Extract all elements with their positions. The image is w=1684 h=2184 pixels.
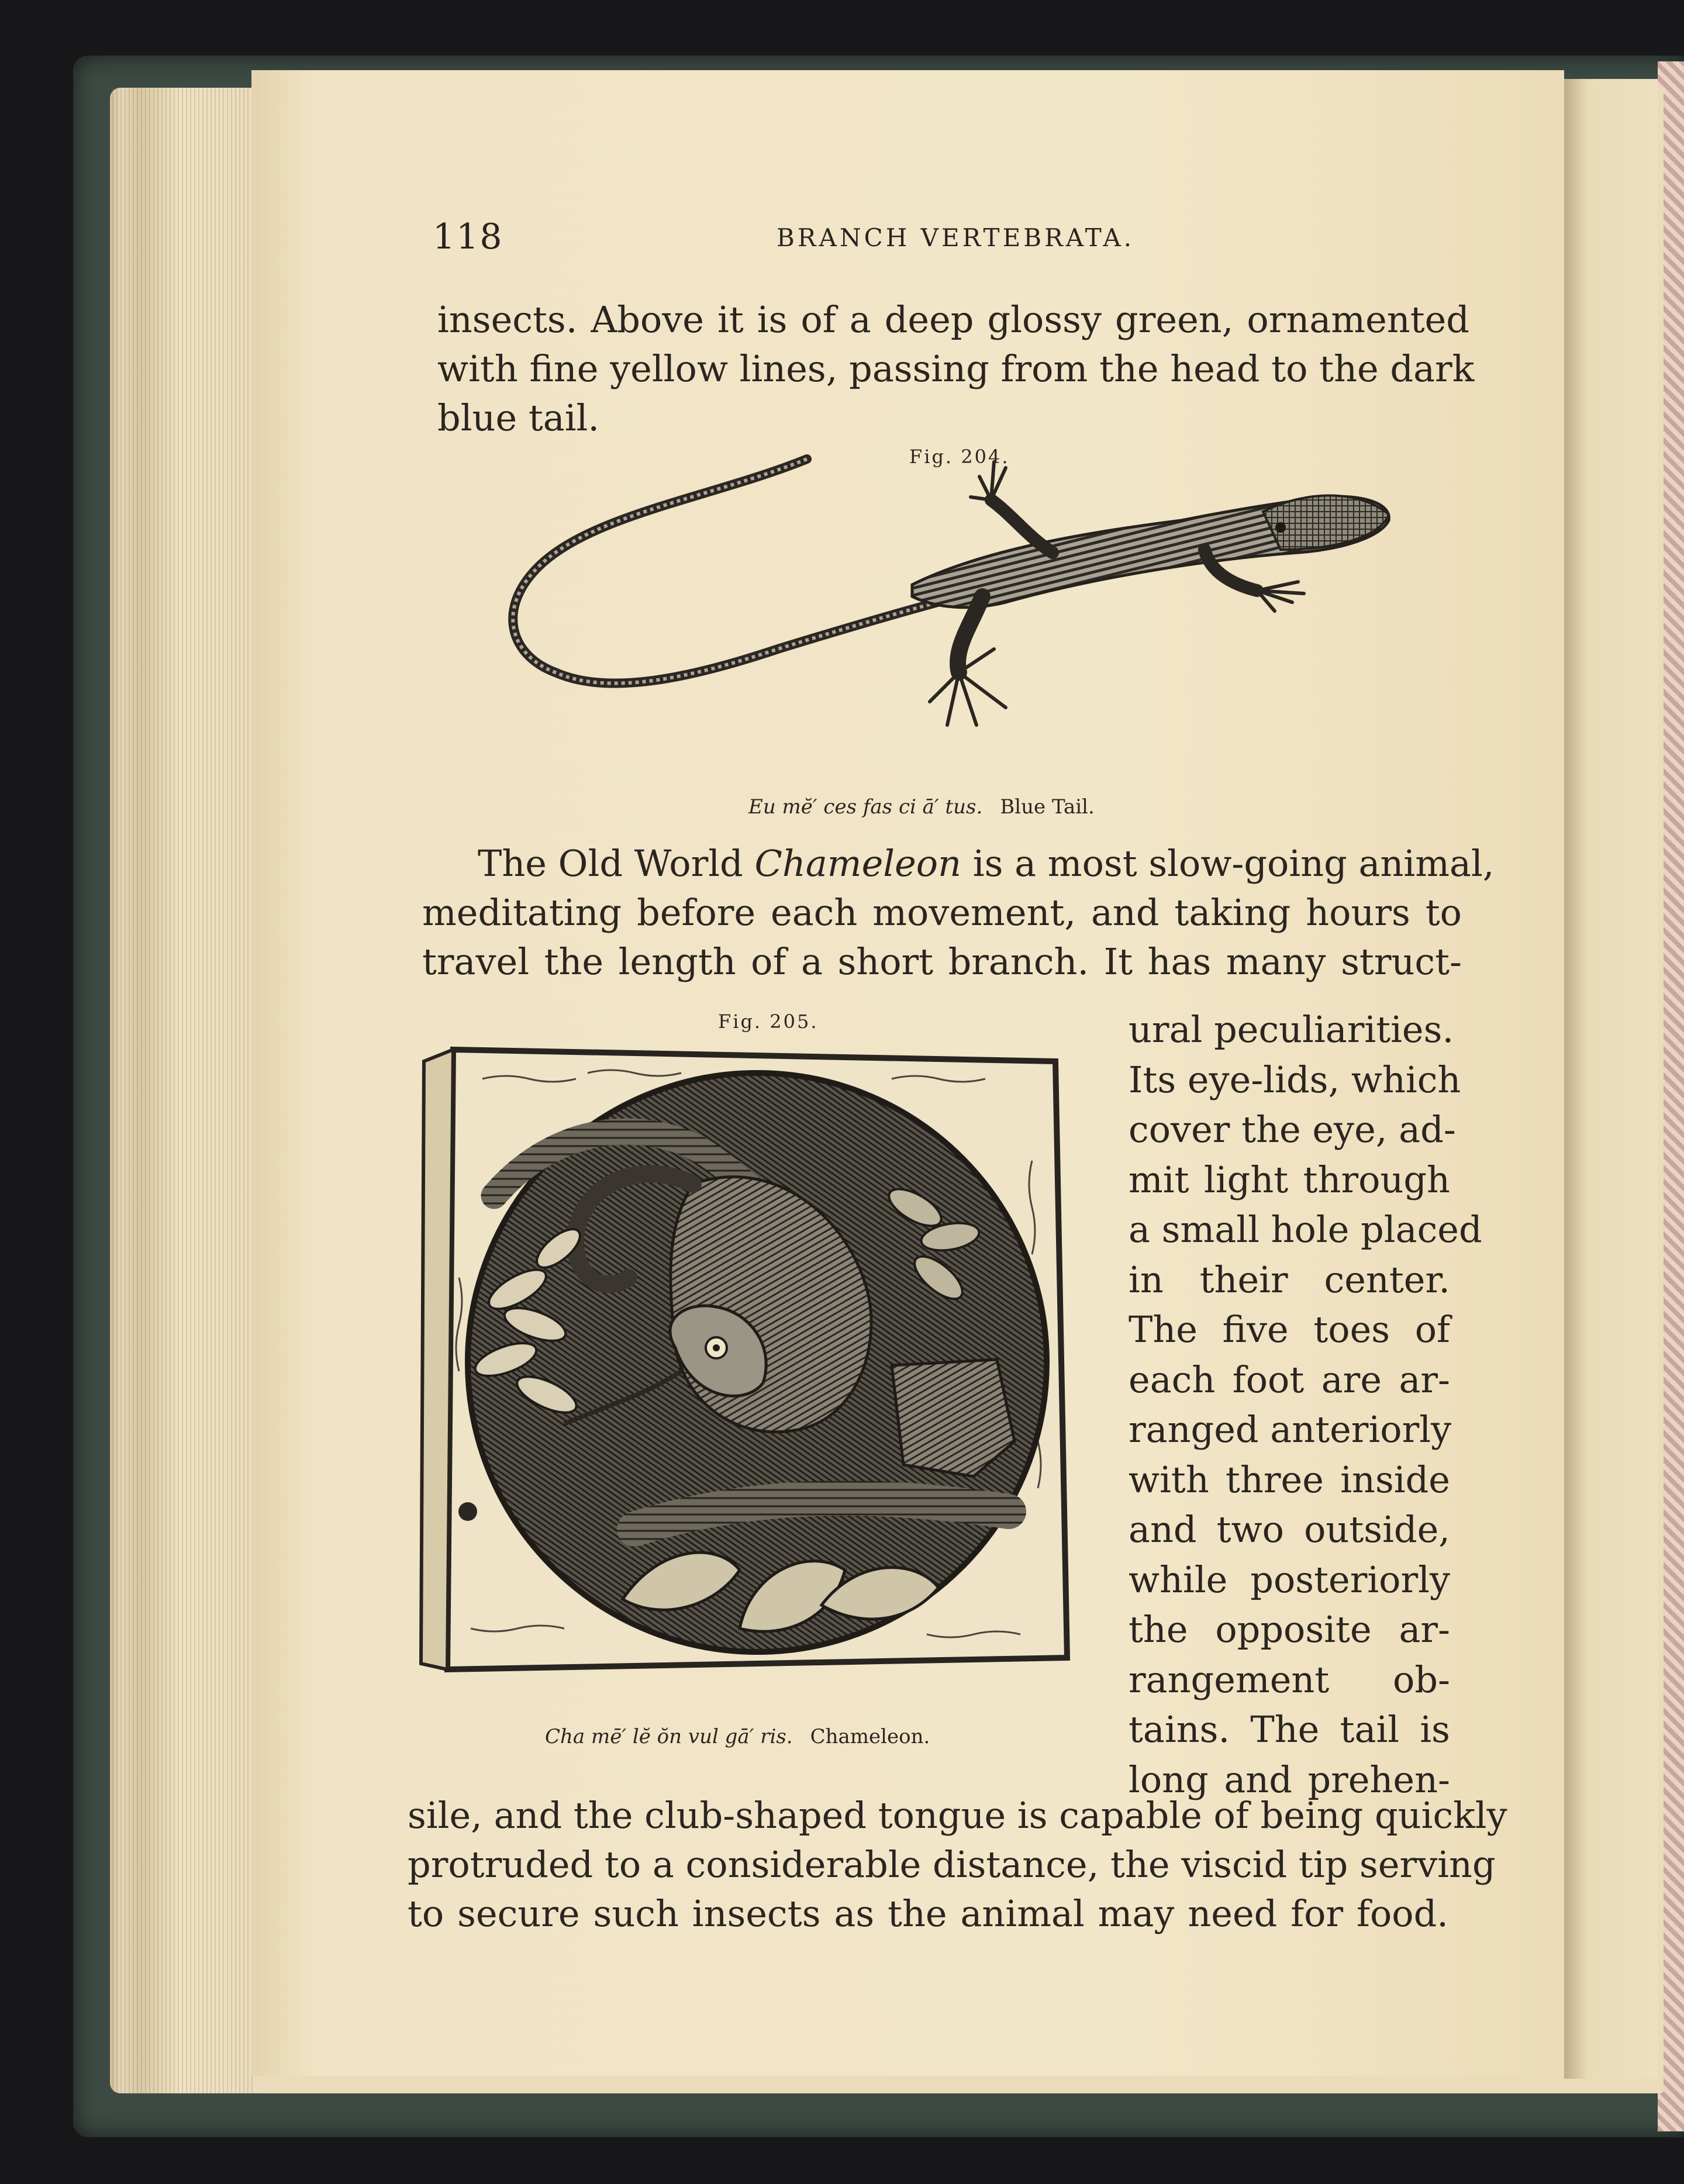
text-line: a small hole placed	[1129, 1208, 1482, 1251]
page-edges	[112, 88, 253, 2093]
text-line: in their center.	[1129, 1258, 1450, 1301]
chameleon-paragraph-end	[408, 1791, 1507, 1938]
page-number: 118	[433, 216, 503, 257]
figure-204-common-name: Blue Tail.	[1000, 795, 1095, 819]
text-line: insects. Above it is of a deep glossy green, ornamented	[437, 298, 1469, 341]
text-line: sile, and the club-shaped tongue is capable of being quickly	[408, 1794, 1507, 1837]
text-line: protruded to a considerable distance, the viscid tip serving	[408, 1843, 1496, 1886]
text-line: Its eye-lids, which	[1129, 1058, 1461, 1101]
running-title: BRANCH VERTEBRATA.	[777, 223, 1135, 252]
chameleon-paragraph-start	[422, 839, 1495, 986]
running-head	[433, 216, 1175, 263]
text-line: The Old World Chameleon is a most slow-going animal,	[478, 842, 1495, 885]
lizard-illustration	[503, 450, 1403, 807]
wrapped-text-column	[1129, 1005, 1482, 1805]
top-paragraph	[437, 295, 1475, 443]
text-line: the opposite ar-	[1129, 1608, 1450, 1651]
text-line: to secure such insects as the animal may need for food.	[408, 1892, 1448, 1935]
chameleon-illustration	[412, 1044, 1085, 1705]
text-line: mit light through	[1129, 1158, 1450, 1201]
figure-205-caption	[545, 1725, 930, 1748]
figure-205-label: Fig. 205.	[718, 1010, 819, 1033]
text-line: while posteriorly	[1129, 1558, 1450, 1601]
italic-chameleon: Chameleon	[754, 842, 962, 885]
text-line: blue tail.	[437, 396, 600, 439]
text-line: long and prehen-	[1129, 1758, 1450, 1801]
text-line: The five toes of	[1129, 1308, 1450, 1351]
figure-204-latin-name: Eu mĕ′ ces fas ci ā′ tus.	[748, 795, 983, 819]
page-gutter	[1564, 79, 1658, 2079]
figure-205-latin-name: Cha mē′ lĕ ŏn vul gā′ ris.	[545, 1725, 793, 1748]
text-line: tains. The tail is	[1129, 1708, 1450, 1751]
text-line: cover the eye, ad-	[1129, 1108, 1456, 1151]
figure-204-caption	[748, 795, 1095, 819]
text-line: with three inside	[1129, 1458, 1450, 1501]
text-line: ranged anteriorly	[1129, 1408, 1452, 1451]
text-line: each foot are ar-	[1129, 1358, 1450, 1401]
text-line: ural peculiarities.	[1129, 1008, 1454, 1051]
text-line: with fine yellow lines, passing from the head to the dark	[437, 347, 1475, 390]
text-line: travel the length of a short branch. It has many struct-	[422, 940, 1462, 983]
figure-204-label: Fig. 204.	[909, 446, 1010, 468]
text-line: rangement ob-	[1129, 1658, 1450, 1701]
text-line: and two outside,	[1129, 1508, 1450, 1551]
text-line: meditating before each movement, and taking hours to	[422, 891, 1462, 934]
figure-205-common-name: Chameleon.	[810, 1725, 930, 1748]
